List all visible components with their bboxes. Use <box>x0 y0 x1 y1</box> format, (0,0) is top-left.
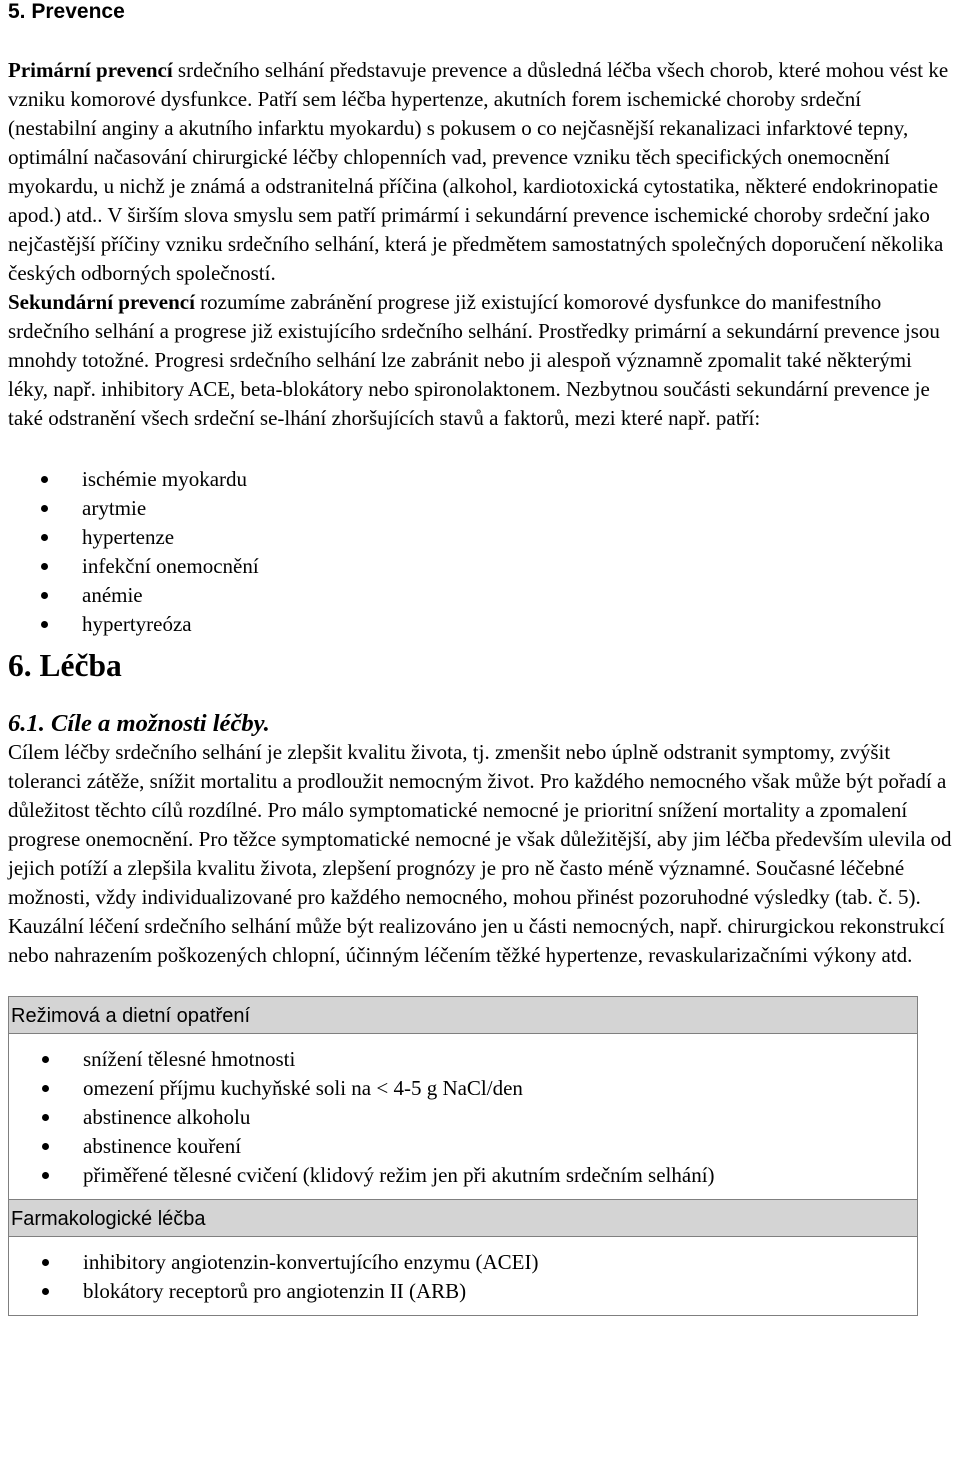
list-item: inhibitory angiotenzin-konvertujícího enzymu (ACEI) <box>9 1248 917 1277</box>
section-5-heading: 5. Prevence <box>8 0 125 23</box>
pharma-cell <box>9 1237 917 1315</box>
regime-cell <box>9 1034 917 1200</box>
primary-prevention-paragraph <box>8 56 952 288</box>
regime-list <box>9 1045 917 1190</box>
regime-header: Režimová a dietní opatření <box>9 997 917 1034</box>
risk-factor-list <box>8 465 952 639</box>
list-item: přiměřené tělesné cvičení (klidový režim jen při akutním srdečním selhání) <box>9 1161 917 1190</box>
list-item: anémie <box>8 581 952 610</box>
treatment-table <box>8 996 918 1316</box>
pharma-list <box>9 1248 917 1306</box>
list-item: infekční onemocnění <box>8 552 952 581</box>
list-item: abstinence kouření <box>9 1132 917 1161</box>
section-6-1-heading: 6.1. Cíle a možnosti léčby. <box>8 710 270 737</box>
list-item: arytmie <box>8 494 952 523</box>
document-page <box>8 0 952 1316</box>
secondary-prevention-text: rozumíme zabránění progrese již existující komorové dysfunkce do manifestního srdečního selhání a progrese již existujícího srdečního selhání. Prostředky primární a sekundární prevence jsou mnohdy totožné. Progresi srdečního selhání lze zabránit nebo ji alespoň významně zpomalit také některými léky, např. inhibitory ACE, beta-blokátory nebo spironolaktonem. Nezbytnou součásti sekundární prevence je také odstranění všech srdeční se-lhání zhoršujících stavů a faktorů, mezi které např. patří: <box>8 290 940 430</box>
section-6-heading: 6. Léčba <box>8 648 122 683</box>
list-item: abstinence alkoholu <box>9 1103 917 1132</box>
secondary-prevention-paragraph <box>8 288 952 433</box>
primary-prevention-text: srdečního selhání představuje prevence a důsledná léčba všech chorob, které mohou vést ke vzniku komorové dysfunkce. Patří sem léčba hypertenze, akutních forem ischemické choroby srdeční (nestabilní anginy a akutního infarktu myokardu) s pokusem o co nejčasnější rekanalizaci infarktové tepny, optimální načasování chirurgické léčby chlopenních vad, prevence vzniku těch specifických onemocnění myokardu, u nichž je známá a odstranitelná příčina (alkohol, kardiotoxická cytostatika, některé endokrinopatie apod.) atd.. V širším slova smyslu sem patří primármí i sekundární prevence ischemické choroby srdeční jako nejčastější příčiny vzniku srdečního selhání, která je předmětem samostatných společných doporučení několika českých odborných společností. <box>8 58 949 285</box>
list-item: omezení příjmu kuchyňské soli na < 4-5 g NaCl/den <box>9 1074 917 1103</box>
primary-prevention-term: Primární prevencí <box>8 58 173 82</box>
list-item: ischémie myokardu <box>8 465 952 494</box>
list-item: hypertyreóza <box>8 610 952 639</box>
list-item: hypertenze <box>8 523 952 552</box>
list-item: snížení tělesné hmotnosti <box>9 1045 917 1074</box>
pharma-header: Farmakologické léčba <box>9 1200 917 1237</box>
treatment-goals-paragraph: Cílem léčby srdečního selhání je zlepšit kvalitu života, tj. zmenšit nebo úplně odstranit symptomy, zvýšit toleranci zátěže, snížit mortalitu a prodloužit nemocným život. Pro každého nemocného však může být pořadí a důležitost těchto cílů rozdílné. Pro málo symptomatické nemocné je prioritní snížení mortality a zpomalení progrese onemocnění. Pro těžce symptomatické nemocné je však důležitější, aby jim léčba především ulevila od jejich potíží a zlepšila kvalitu života, zlepšení prognózy je pro ně často méně významné. Současné léčebné možnosti, vždy individualizované pro každého nemocného, mohou přinést pozoruhodné výsledky (tab. č. 5). Kauzální léčení srdečního selhání může být realizováno jen u části nemocných, např. chirurgickou rekonstrukcí nebo nahrazením poškozených chlopní, účinným léčením těžké hypertenze, revaskularizačními výkony atd. <box>8 740 952 967</box>
list-item: blokátory receptorů pro angiotenzin II (ARB) <box>9 1277 917 1306</box>
secondary-prevention-term: Sekundární prevencí <box>8 290 195 314</box>
